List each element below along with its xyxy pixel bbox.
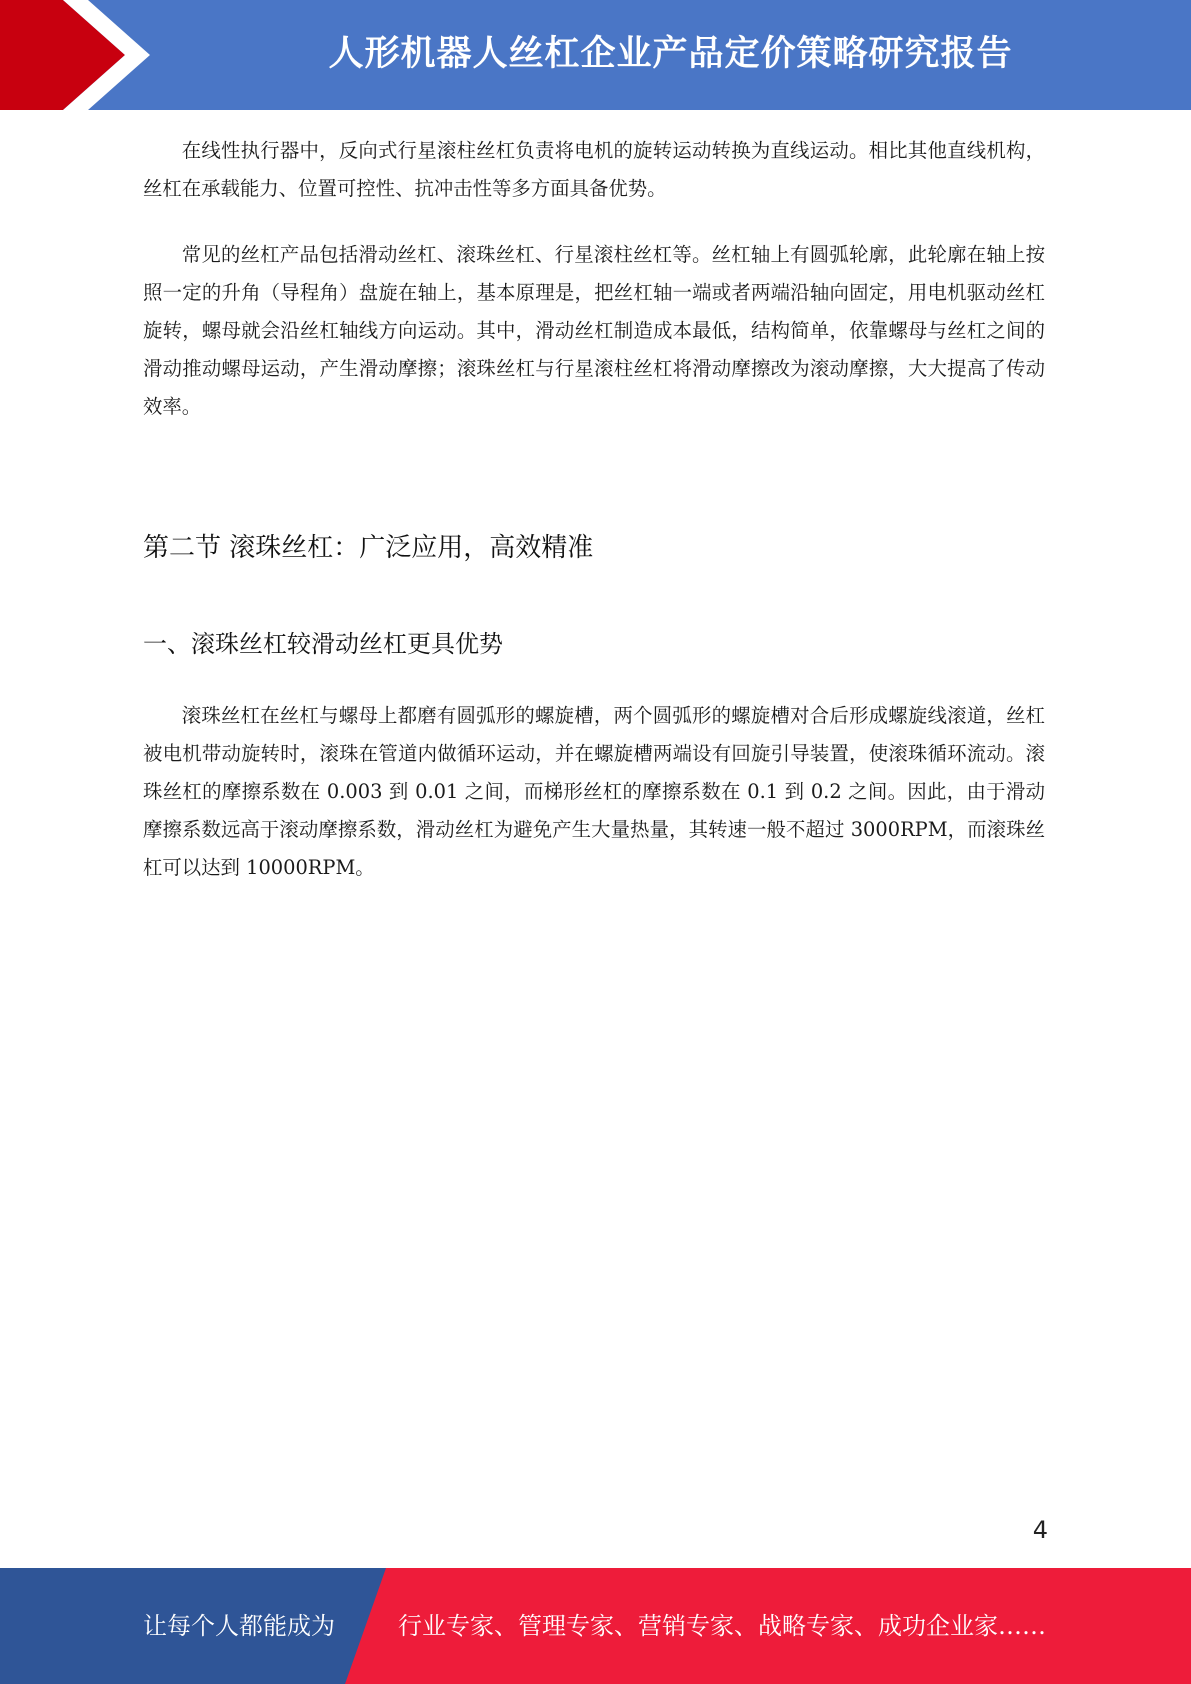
main-content xyxy=(143,132,1045,879)
paragraph-ball-screw: 滚珠丝杠在丝杠与螺母上都磨有圆弧形的螺旋槽，两个圆弧形的螺旋槽对合后形成螺旋线滚道，丝杠被电机带动旋转时，滚珠在管道内做循环运动，并在螺旋槽两端设有回旋引导装置，使滚珠循环流动。滚珠丝杠的摩擦系数在 0.003 到 0.01 之间，而梯形丝杠的摩擦系数在 0.1 到 0.2 之间。因此，由于滑动摩擦系数远高于滚动摩擦系数，滑动丝杠为避免产生大量热量，其转速一般不超过 3000RPM，而滚珠丝杠可以达到 10000RPM。 xyxy=(143,704,1045,879)
page-number: 4 xyxy=(1032,1516,1048,1544)
section-heading: 第二节 滚珠丝杠：广泛应用，高效精准 xyxy=(143,533,594,563)
header-red-arrow-decoration xyxy=(0,0,160,110)
footer-slogan-right: 行业专家、管理专家、营销专家、战略专家、成功企业家…… xyxy=(398,1612,1046,1640)
footer-banner xyxy=(0,1568,1191,1684)
subsection-heading: 一、滚珠丝杠较滑动丝杠更具优势 xyxy=(143,630,503,658)
footer-slogan-left: 让每个人都能成为 xyxy=(143,1612,335,1640)
report-title: 人形机器人丝杠企业产品定价策略研究报告 xyxy=(328,34,1013,74)
paragraph-screw-types: 常见的丝杠产品包括滑动丝杠、滚珠丝杠、行星滚柱丝杠等。丝杠轴上有圆弧轮廓，此轮廓在轴上按照一定的升角（导程角）盘旋在轴上，基本原理是，把丝杠轴一端或者两端沿轴向固定，用电机驱动丝杠旋转，螺母就会沿丝杠轴线方向运动。其中，滑动丝杠制造成本最低，结构简单，依靠螺母与丝杠之间的滑动推动螺母运动，产生滑动摩擦；滚珠丝杠与行星滚柱丝杠将滑动摩擦改为滚动摩擦，大大提高了传动效率。 xyxy=(143,243,1045,418)
header-banner xyxy=(0,0,1191,110)
paragraph-linear-actuator: 在线性执行器中，反向式行星滚柱丝杠负责将电机的旋转运动转换为直线运动。相比其他直线机构，丝杠在承载能力、位置可控性、抗冲击性等多方面具备优势。 xyxy=(143,139,1045,200)
